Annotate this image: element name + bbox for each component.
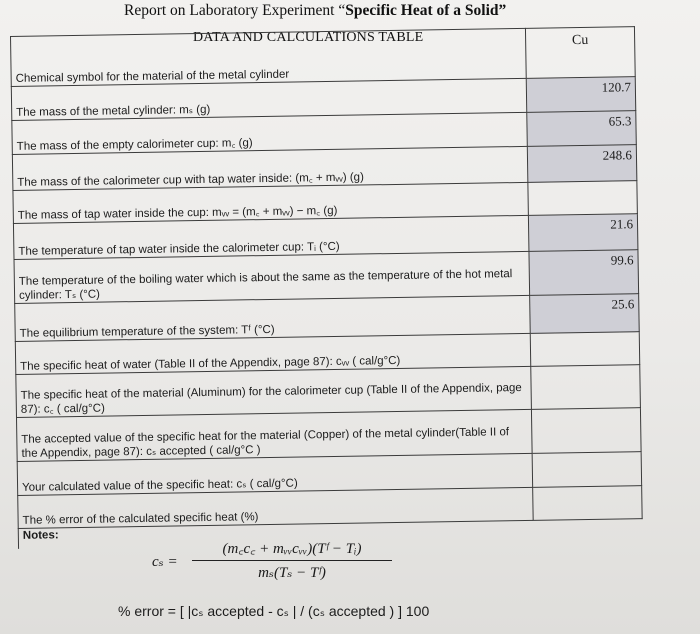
formula-fraction bbox=[192, 538, 392, 582]
row-label: The specific heat of water (Table II of the Appendix, page 87): cᵥᵥ ( cal/g°C) bbox=[15, 333, 530, 374]
row-label: The mass of tap water inside the cup: mᵥᵥ = (m꜀ + mᵥᵥ) − m꜀ (g) bbox=[13, 182, 528, 223]
row-value: 65.3 bbox=[527, 111, 637, 147]
row-label: The specific heat of the material (Aluminum) for the calorimeter cup (Table II of the Appendix, page 87): c꜀ ( cal/g°C) bbox=[16, 366, 532, 417]
row-label: The temperature of the boiling water which is about the same as the temperature of the hot metal cylinder: Tₛ (°C) bbox=[14, 251, 530, 303]
row-label: The temperature of tap water inside the calorimeter cup: Tᵢ (°C) bbox=[13, 215, 529, 259]
report-title-prefix: Report on Laboratory Experiment “ bbox=[124, 2, 346, 19]
data-table bbox=[10, 26, 643, 548]
row-value: 120.7 bbox=[526, 77, 636, 113]
row-label: Chemical symbol for the material of the metal cylinder bbox=[11, 28, 527, 86]
row-value bbox=[530, 332, 640, 367]
row-value: 248.6 bbox=[527, 145, 637, 183]
row-label: The accepted value of the specific heat for the material (Copper) of the metal cylinder(Table II of the Appendix, page 87): cₛ accepted ( cal/g°C ) bbox=[16, 409, 532, 461]
percent-error-formula: % error = [ |cₛ accepted - cₛ | / (cₛ accepted ) ] 100 bbox=[118, 603, 430, 619]
report-title-bold: Specific Heat of a Solid” bbox=[345, 2, 507, 19]
table-title: DATA AND CALCULATIONS TABLE bbox=[193, 30, 424, 45]
row-label: The equilibrium temperature of the system: Tᶠ (°C) bbox=[15, 295, 531, 341]
data-table-sheet bbox=[10, 26, 639, 610]
row-label: The mass of the calorimeter cup with tap water inside: (m꜀ + mᵥᵥ) (g) bbox=[12, 146, 528, 190]
row-value bbox=[531, 408, 641, 454]
row-value bbox=[528, 181, 638, 216]
row-value bbox=[531, 365, 641, 410]
row-label: The % error of the calculated specific heat (%) bbox=[18, 487, 533, 528]
formula-numerator: (m꜀c꜀ + mᵥᵥcᵥᵥ)(Tᶠ − Tᵢ) bbox=[192, 538, 392, 561]
formula-denominator: mₛ(Tₛ − Tᶠ) bbox=[258, 565, 326, 581]
report-title bbox=[124, 2, 506, 20]
row-value: 21.6 bbox=[528, 214, 638, 252]
notes-label: Notes: bbox=[18, 519, 642, 549]
row-label: The mass of the metal cylinder: mₛ (g) bbox=[11, 78, 526, 120]
row-value: 25.6 bbox=[530, 294, 640, 334]
row-value bbox=[532, 452, 642, 488]
row-label: The mass of the empty calorimeter cup: m꜀ (g) bbox=[12, 112, 527, 154]
row-value bbox=[533, 486, 643, 521]
column-header-cu: Cu bbox=[525, 27, 635, 79]
row-label: Your calculated value of the specific heat: cₛ ( cal/g°C) bbox=[17, 453, 532, 495]
formula-lhs: cₛ = bbox=[152, 554, 178, 570]
row-value: 99.6 bbox=[529, 250, 639, 296]
